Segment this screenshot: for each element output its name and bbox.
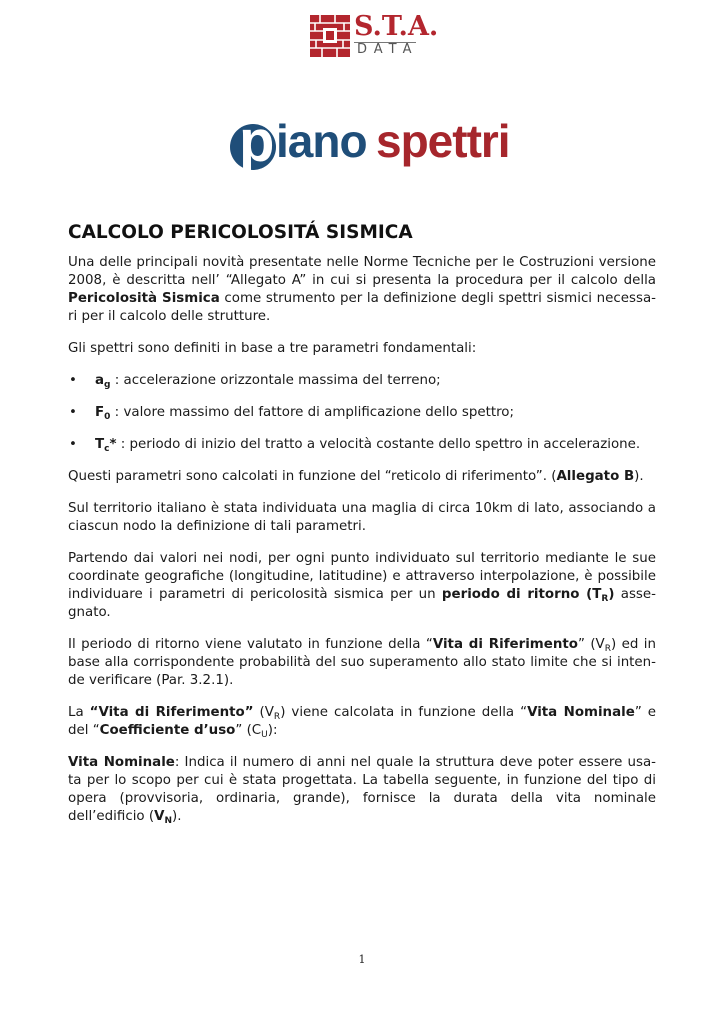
list-item-text: : periodo di inizio del tratto a velocità costante dello spettro in accelerazione. — [116, 437, 641, 452]
list-item-text: : accelerazione orizzontale massima del terreno; — [110, 373, 441, 388]
text: ” (V — [577, 637, 605, 652]
symbol-subscript: c — [104, 444, 110, 454]
bold-text: Allegato B — [556, 469, 635, 484]
page-title: CALCOLO PERICOLOSITÁ SISMICA — [68, 222, 413, 243]
bullet-icon: • — [69, 373, 77, 388]
brand-word-iano: iano — [276, 115, 367, 167]
text: ” e del “ — [68, 705, 656, 738]
text: Questi parametri sono calcolati in funzione del “reticolo di riferimento”. ( — [68, 469, 557, 484]
page-number: 1 — [358, 953, 366, 966]
bullet-icon: • — [69, 437, 77, 452]
list-item-f0 — [68, 404, 656, 422]
symbol — [95, 405, 110, 420]
brick-wall-icon — [310, 15, 350, 57]
subscript: R — [273, 712, 281, 722]
text: ) viene calcolata in funzione della “ — [280, 705, 528, 720]
symbol-subscript: 0 — [104, 412, 111, 422]
bold-text — [154, 809, 172, 824]
symbol-suffix: * — [109, 437, 117, 452]
sta-data-logo — [310, 11, 439, 59]
symbol-letter: a — [95, 373, 105, 388]
text: ). — [172, 809, 182, 824]
text: ). — [634, 469, 644, 484]
subscript: U — [261, 730, 268, 740]
paragraph-periodo-ritorno — [68, 636, 656, 690]
text: Partendo dai valori nei nodi, per ogni punto individuato sul territorio mediante le sue coordinate geografiche (longitudine, latitudine) e attraverso interpolazione, è possibile individuare i parametri di pericolosità sismica per un — [68, 551, 656, 602]
document-body — [68, 221, 656, 840]
text: Una delle principali novità presentate nelle Norme Tecniche per le Costruzioni versione 2008, è descritta nell’ “Allegato A” in cui si presenta la procedura per il calcolo della — [68, 255, 656, 288]
text: asse-gnato. — [68, 587, 656, 620]
subscript: R — [604, 644, 611, 654]
bold-text: Vita Nominale — [68, 755, 175, 770]
paragraph-maglia: Sul territorio italiano è stata individuata una maglia di circa 10km di lato, associando a ciascun nodo la definizione di tali parametri. — [68, 501, 656, 534]
list-item-tc — [68, 436, 656, 454]
text: : Indica il numero di anni nel quale la struttura deve poter essere usa-ta per lo scopo per cui è stata progettata. La tabella seguente, in funzione del tipo di opera (provvisoria, ordinaria, grande), fornisce la durata della vita nominale dell’edificio ( — [68, 755, 656, 824]
text: ” (C — [235, 723, 262, 738]
paragraph-vita-riferimento — [68, 704, 656, 740]
bold-text: Coefficiente d’uso — [99, 723, 236, 738]
bold-text: Vita Nominale — [527, 705, 635, 720]
piano-spettri-logo — [230, 109, 530, 178]
text: (V — [253, 705, 274, 720]
bullet-icon: • — [69, 405, 77, 420]
text: ) ed in base alla corrispondente probabilità del suo superamento allo stato limite che si inten-de verificare (Par. 3.2.1). — [68, 637, 656, 688]
symbol-letter: T — [95, 437, 105, 452]
paragraph-intro — [68, 254, 656, 326]
symbol-subscript: g — [104, 380, 111, 390]
paragraph-vita-nominale — [68, 754, 656, 826]
list-item-ag — [68, 372, 656, 390]
brand-p-letter: p — [239, 109, 275, 174]
symbol — [95, 373, 111, 388]
list-item-text: : valore massimo del fattore di amplificazione dello spettro; — [110, 405, 514, 420]
text: La — [68, 705, 90, 720]
logo-data-text: DATA — [357, 42, 419, 57]
symbol-letter: F — [95, 405, 105, 420]
parameter-list — [68, 372, 656, 454]
bold-text: “Vita di Riferimento” — [89, 705, 254, 720]
paragraph-parameters-intro: Gli spettri sono definiti in base a tre parametri fondamentali: — [68, 341, 477, 356]
paragraph-interpolazione — [68, 550, 656, 622]
text: ): — [267, 723, 278, 738]
text: come strumento per la definizione degli spettri sismici necessa-ri per il calcolo delle strutture. — [68, 291, 656, 324]
brand-word-spettri: spettri — [376, 115, 510, 167]
text: Il periodo di ritorno viene valutato in funzione della “ — [68, 637, 433, 652]
bold-text: Pericolosità Sismica — [68, 291, 220, 306]
symbol — [95, 437, 117, 452]
subscript: R — [601, 594, 609, 604]
text: ) — [608, 587, 615, 602]
bold-text: Vita di Riferimento — [432, 637, 578, 652]
paragraph-reticolo — [68, 468, 656, 486]
bold-text — [442, 587, 615, 602]
text: periodo di ritorno (T — [441, 587, 602, 602]
logo-sta-text: S.T.A. — [354, 11, 439, 42]
text: V — [154, 809, 165, 824]
subscript: N — [164, 816, 173, 826]
